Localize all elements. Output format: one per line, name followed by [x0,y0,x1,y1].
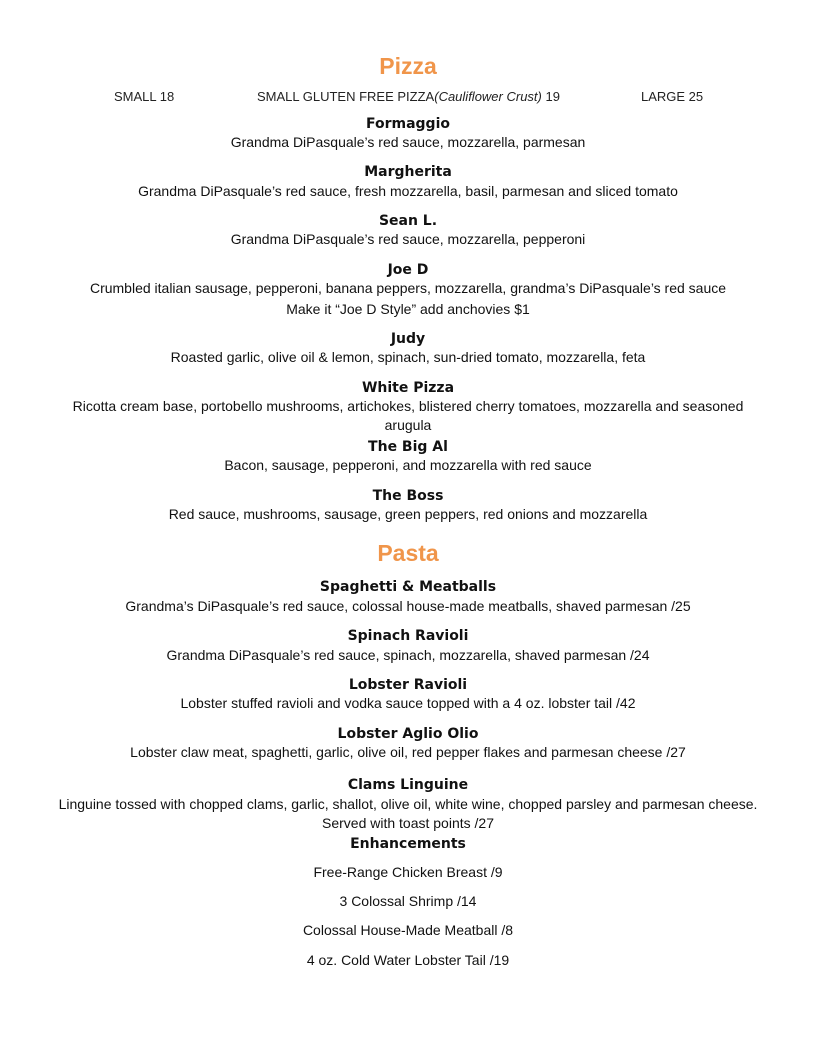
menu-item-description: Crumbled italian sausage, pepperoni, banana peppers, mozzarella, grandma’s DiPasquale’s red sauce [89,280,727,296]
size-gf-label: SMALL GLUTEN FREE PIZZA [257,89,435,104]
enhancement-item: Free-Range Chicken Breast /9 [313,864,503,880]
enhancement-item: 3 Colossal Shrimp /14 [339,893,477,909]
menu-item-name: Formaggio [365,116,450,132]
menu-item-name: White Pizza [361,380,455,396]
menu-item-description: Lobster stuffed ravioli and vodka sauce topped with a 4 oz. lobster tail /42 [180,695,636,711]
menu-item-name: The Big Al [368,439,448,455]
menu-item-description: Grandma’s DiPasquale’s red sauce, colossal house-made meatballs, shaved parmesan /25 [125,598,691,614]
menu-item-name: Sean L. [378,213,438,229]
menu-item-name: The Boss [372,488,444,504]
menu-item-name: Clams Linguine [347,777,469,793]
menu-item-description: Bacon, sausage, pepperoni, and mozzarella with red sauce [224,457,592,473]
enhancements-heading: Enhancements [350,836,466,852]
size-gf-crust: (Cauliflower Crust) [434,89,542,104]
menu-item-name: Spaghetti & Meatballs [319,579,497,595]
menu-item-description: Lobster claw meat, spaghetti, garlic, olive oil, red pepper flakes and parmesan cheese /27 [130,744,686,760]
pasta-section-title: Pasta [377,540,439,566]
menu-item-name: Judy [390,331,426,347]
pizza-size-prices [0,89,816,107]
menu-item-name: Joe D [387,262,429,278]
menu-item-description: Grandma DiPasquale’s red sauce, spinach, mozzarella, shaved parmesan /24 [166,647,650,663]
size-small: SMALL 18 [114,89,175,104]
size-small-gluten-free [257,89,560,104]
menu-item-name: Spinach Ravioli [347,628,469,644]
menu-item-name: Lobster Ravioli [348,677,468,693]
pizza-section-title: Pizza [379,53,437,79]
enhancement-item: Colossal House-Made Meatball /8 [302,922,514,938]
menu-item-description: Ricotta cream base, portobello mushrooms, artichokes, blistered cherry tomatoes, mozzarella and seasoned arugula [72,398,744,433]
menu-item-description: Red sauce, mushrooms, sausage, green peppers, red onions and mozzarella [168,506,648,522]
menu-item-note: Make it “Joe D Style” add anchovies $1 [286,301,530,317]
menu-item-name: Margherita [364,164,452,180]
menu-item-name: Lobster Aglio Olio [337,726,479,742]
enhancement-item: 4 oz. Cold Water Lobster Tail /19 [306,952,510,968]
menu-item-description: Grandma DiPasquale’s red sauce, mozzarella, parmesan [230,134,586,150]
size-large: LARGE 25 [641,89,704,104]
menu-item-description: Linguine tossed with chopped clams, garlic, shallot, olive oil, white wine, chopped parsley and parmesan cheese. Served with toast points /27 [58,796,758,831]
size-gf-price: 19 [541,89,560,104]
menu-item-description: Grandma DiPasquale’s red sauce, mozzarella, pepperoni [230,231,586,247]
menu-item-description: Grandma DiPasquale’s red sauce, fresh mozzarella, basil, parmesan and sliced tomato [138,183,678,199]
menu-item-description: Roasted garlic, olive oil & lemon, spinach, sun-dried tomato, mozzarella, feta [170,349,646,365]
